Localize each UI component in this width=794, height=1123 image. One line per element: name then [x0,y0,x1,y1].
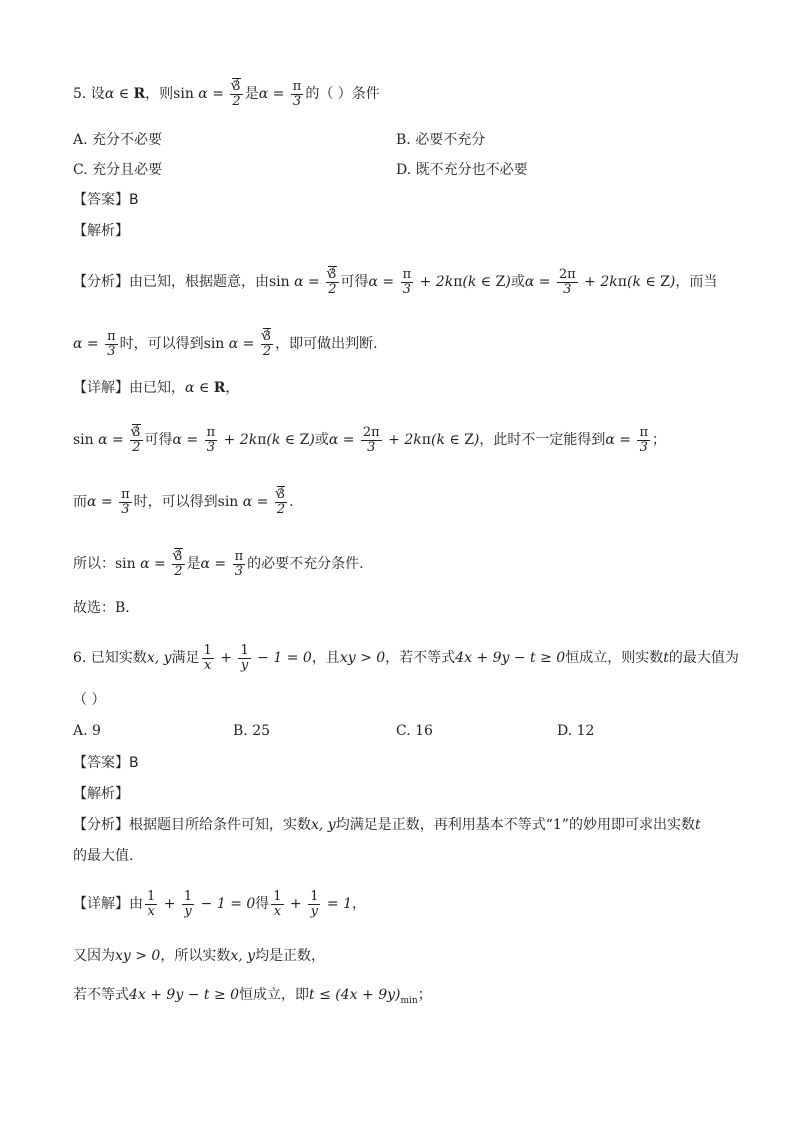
q6-option-c: C. 16 [396,723,433,739]
q5-option-d: D. 既不充分也不必要 [396,162,528,178]
q5-choose: 故选：B. [73,600,130,616]
q5-option-b: B. 必要不充分 [396,132,486,148]
q5-option-a: A. 充分不必要 [73,132,163,148]
q5-math-alpha-pi3: α = $\frac{\pi}{3}$ [258,79,302,109]
q5-fenxi-2: α = $\frac{\pi}{3}$ 时，可以得到sin α = √ $\frac{3}{2}$ ，即可做出判断. [73,330,378,358]
q6-analysis-title: 【解析】 [73,786,129,802]
q6-fenxi-2: 的最大值. [73,848,134,864]
q6-xiangjie: 【详解】由 $\frac{1}{x}$ + $\frac{1}{y}$ − 1 = 0得 $\frac{1}{x}$ + $\frac{1}{y}$ = 1， [73,889,367,919]
q5-stem: 5. 设α ∈ R，则sin α = √ $\frac{3}{2}$ 是α = $\frac{\pi}{3}$ 的（ ）条件 [73,80,380,108]
q5-xiangjie-3: 而α = $\frac{\pi}{3}$ 时，可以得到sin α = √ $\frac{3}{2}$ . [73,488,294,516]
q6-stem: 6. 已知实数x, y满足 $\frac{1}{x}$ + $\frac{1}{y}$ − 1 = 0，且xy > 0，若不等式4x + 9y − t ≥ 0恒成立，则实数t的最大值为 [73,643,739,673]
q6-fenxi: 【分析】根据题目所给条件可知，实数x, y均满足是正数，再利用基本不等式“1”的妙用即可求出实数t [73,817,701,833]
q5-xiangjie: 【详解】由已知，α ∈ R， [73,380,240,396]
q6-xiangjie-2: 又因为xy > 0，所以实数x, y均是正数， [73,948,326,964]
q5-math-alpha-in-R: α ∈ R [104,86,146,103]
q6-option-a: A. 9 [73,723,101,739]
q5-math-sin: sin α = √ $\frac{3}{2}$ [173,86,245,102]
q5-xiangjie-2: sin α = √ $\frac{3}{2}$ 可得α = $\frac{\pi}{3}$ + 2kπ(k ∈ Z)或α = $\frac{2\pi}{3}$ + 2kπ(k ∈ Z)，此时不一定能得到α = $\frac{\pi}{3}$ ； [73,426,666,454]
q6-xiangjie-3: 若不等式4x + 9y − t ≥ 0恒成立，即$t \le (4x + 9y)_{min}$； [73,987,432,1006]
q6-paren: （ ） [73,692,106,708]
q5-option-c: C. 充分且必要 [73,162,163,178]
q6-option-b: B. 25 [233,723,271,739]
q5-analysis-title: 【解析】 [73,223,129,239]
q5-xiangjie-4: 所以：sin α = √ $\frac{3}{2}$ 是α = $\frac{\pi}{3}$ 的必要不充分条件. [73,550,364,578]
q6-answer: 【答案】B [73,755,139,771]
q5-answer: 【答案】B [73,192,139,208]
q6-option-d: D. 12 [557,723,595,739]
q5-fenxi: 【分析】由已知，根据题意，由sin α = √ $\frac{3}{2}$ 可得α = $\frac{\pi}{3}$ + 2kπ(k ∈ Z)或α = $\frac{2\pi}{3}$ + 2kπ(k ∈ Z)，而当 [73,268,717,296]
